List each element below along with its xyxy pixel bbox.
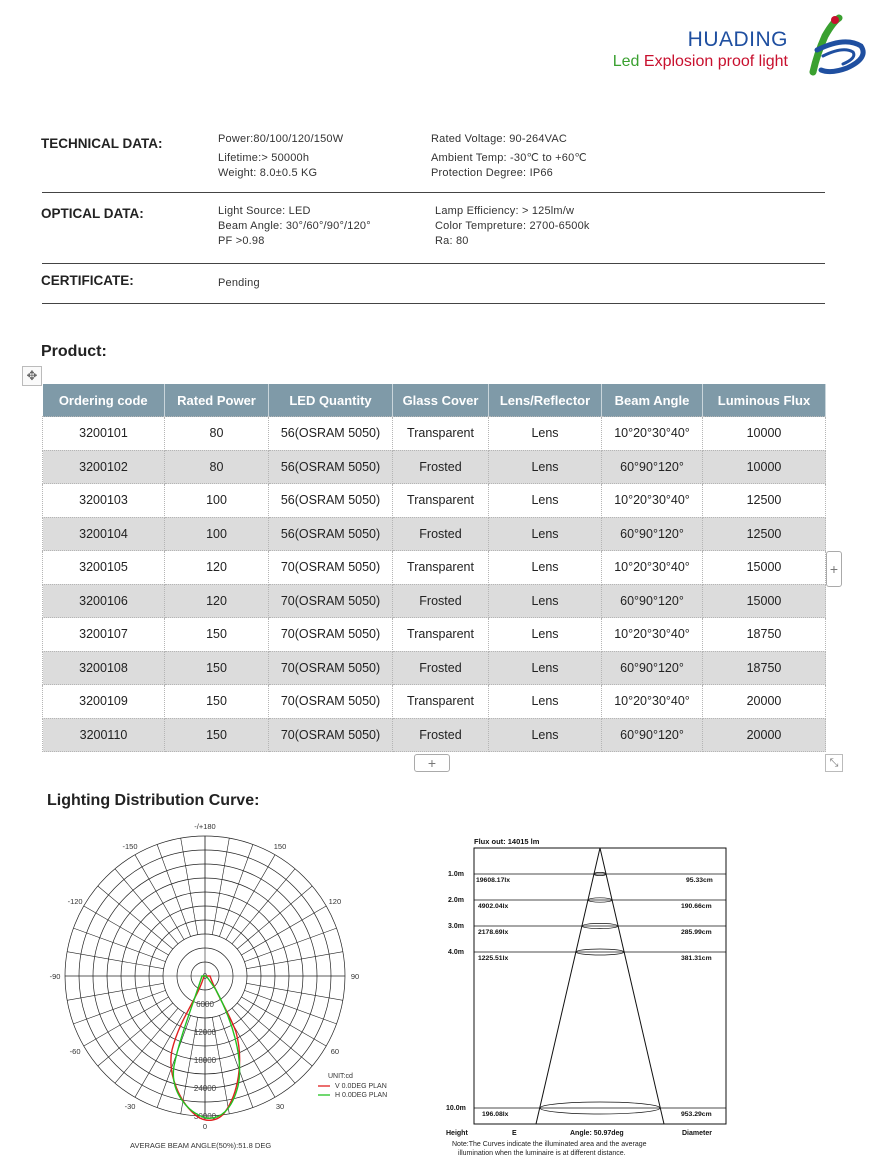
table-row bbox=[43, 450, 826, 484]
cell-led-quantity[interactable]: 70(OSRAM 5050) bbox=[269, 551, 393, 585]
cone-footer-diameter: Diameter bbox=[682, 1130, 712, 1137]
polar-spoke bbox=[237, 886, 312, 949]
lighting-heading: Lighting Distribution Curve: bbox=[47, 792, 260, 809]
cell-glass-cover[interactable]: Frosted bbox=[393, 584, 489, 618]
cell-lens-reflector[interactable]: Lens bbox=[489, 484, 602, 518]
diameter-label-2: 190.66cm bbox=[681, 903, 712, 910]
add-column-button[interactable]: + bbox=[826, 551, 842, 587]
cell-ordering-code[interactable]: 3200106 bbox=[43, 584, 165, 618]
table-row bbox=[43, 551, 826, 585]
cell-beam-angle[interactable]: 10°20°30°40° bbox=[602, 417, 703, 451]
polar-angle-label: 150 bbox=[273, 842, 287, 852]
cell-luminous-flux[interactable]: 12500 bbox=[703, 517, 826, 551]
product-heading: Product: bbox=[41, 343, 107, 360]
optical-beam-angle: Beam Angle: 30°/60°/90°/120° bbox=[218, 220, 371, 232]
col-header-led-quantity: LED Quantity bbox=[269, 384, 393, 417]
cell-rated-power[interactable]: 150 bbox=[165, 651, 269, 685]
cell-glass-cover[interactable]: Transparent bbox=[393, 484, 489, 518]
table-row bbox=[43, 584, 826, 618]
optical-title: OPTICAL DATA: bbox=[41, 206, 144, 221]
cell-luminous-flux[interactable]: 15000 bbox=[703, 551, 826, 585]
height-label-2: 2.0m bbox=[448, 897, 464, 904]
polar-spoke bbox=[157, 1016, 191, 1108]
cell-glass-cover[interactable]: Transparent bbox=[393, 551, 489, 585]
cell-ordering-code[interactable]: 3200110 bbox=[43, 718, 165, 752]
cone-footer-e: E bbox=[512, 1130, 517, 1137]
polar-footer: AVERAGE BEAM ANGLE(50%):51.8 DEG bbox=[130, 1141, 272, 1150]
diameter-label-3: 285.99cm bbox=[681, 929, 712, 936]
cone-flux: Flux out: 14015 lm bbox=[474, 837, 540, 846]
cell-rated-power[interactable]: 100 bbox=[165, 484, 269, 518]
cell-ordering-code[interactable]: 3200108 bbox=[43, 651, 165, 685]
table-move-handle[interactable]: ✥ bbox=[22, 366, 42, 386]
cell-beam-angle[interactable]: 10°20°30°40° bbox=[602, 618, 703, 652]
table-body bbox=[43, 417, 826, 752]
cone-note-line2: illumination when the luminaire is at different distance. bbox=[458, 1150, 626, 1157]
col-header-glass-cover: Glass Cover bbox=[393, 384, 489, 417]
cell-led-quantity[interactable]: 70(OSRAM 5050) bbox=[269, 584, 393, 618]
polar-spoke bbox=[115, 1008, 178, 1083]
legend-v-label: V 0.0DEG PLAN bbox=[335, 1083, 387, 1090]
polar-spoke bbox=[212, 838, 229, 935]
polar-spoke bbox=[237, 1003, 312, 1066]
cell-rated-power[interactable]: 150 bbox=[165, 718, 269, 752]
col-header-ordering-code: Ordering code bbox=[43, 384, 165, 417]
cell-beam-angle[interactable]: 10°20°30°40° bbox=[602, 551, 703, 585]
cell-beam-angle[interactable]: 60°90°120° bbox=[602, 718, 703, 752]
diameter-label-10: 953.29cm bbox=[681, 1111, 712, 1118]
cell-led-quantity[interactable]: 70(OSRAM 5050) bbox=[269, 685, 393, 719]
cell-led-quantity[interactable]: 70(OSRAM 5050) bbox=[269, 618, 393, 652]
cell-rated-power[interactable]: 120 bbox=[165, 584, 269, 618]
table-row bbox=[43, 685, 826, 719]
diameter-label-4: 381.31cm bbox=[681, 955, 712, 962]
diameter-label-1: 95.33cm bbox=[686, 877, 713, 884]
height-label-3: 3.0m bbox=[448, 923, 464, 930]
cell-glass-cover[interactable]: Frosted bbox=[393, 517, 489, 551]
cell-luminous-flux[interactable]: 20000 bbox=[703, 685, 826, 719]
cell-lens-reflector[interactable]: Lens bbox=[489, 685, 602, 719]
cell-beam-angle[interactable]: 60°90°120° bbox=[602, 450, 703, 484]
cone-frame bbox=[474, 848, 726, 1124]
cell-glass-cover[interactable]: Transparent bbox=[393, 417, 489, 451]
col-header-rated-power: Rated Power bbox=[165, 384, 269, 417]
polar-angle-label: 30 bbox=[275, 1101, 285, 1111]
polar-spoke bbox=[245, 928, 337, 962]
cell-glass-cover[interactable]: Frosted bbox=[393, 651, 489, 685]
brand bbox=[613, 28, 788, 71]
polar-angle-label: -30 bbox=[124, 1101, 136, 1111]
cell-lens-reflector[interactable]: Lens bbox=[489, 618, 602, 652]
divider bbox=[42, 263, 825, 264]
table-row bbox=[43, 718, 826, 752]
col-header-beam-angle: Beam Angle bbox=[602, 384, 703, 417]
polar-radial-label: 0 bbox=[202, 972, 208, 981]
table-resize-handle[interactable]: ⤡ bbox=[825, 754, 843, 772]
brand-sub-led: Led bbox=[612, 53, 640, 70]
polar-angle-label: 90 bbox=[350, 972, 360, 981]
cone-footer-height: Height bbox=[446, 1130, 468, 1137]
table-row bbox=[43, 618, 826, 652]
certificate-title: CERTIFICATE: bbox=[41, 273, 134, 288]
polar-radial-label: 30000 bbox=[193, 1112, 217, 1121]
polar-angle-label: -150 bbox=[122, 842, 138, 852]
polar-radial-label: 6000 bbox=[196, 1000, 214, 1009]
divider bbox=[42, 192, 825, 193]
cell-beam-angle[interactable]: 60°90°120° bbox=[602, 517, 703, 551]
cell-ordering-code[interactable]: 3200107 bbox=[43, 618, 165, 652]
cell-led-quantity[interactable]: 70(OSRAM 5050) bbox=[269, 718, 393, 752]
lux-label-10: 196.08lx bbox=[482, 1111, 509, 1118]
cell-lens-reflector[interactable]: Lens bbox=[489, 417, 602, 451]
cell-ordering-code[interactable]: 3200105 bbox=[43, 551, 165, 585]
cell-luminous-flux[interactable]: 12500 bbox=[703, 484, 826, 518]
optical-col2 bbox=[435, 204, 590, 249]
optical-col1 bbox=[218, 204, 371, 249]
polar-angle-label: -90 bbox=[49, 972, 61, 981]
technical-ambient: Ambient Temp: -30℃ to +60℃ bbox=[431, 152, 587, 164]
height-label-1: 1.0m bbox=[448, 871, 464, 878]
polar-spoke bbox=[181, 838, 198, 935]
polar-spoke bbox=[67, 983, 164, 1000]
height-label-10: 10.0m bbox=[446, 1105, 466, 1112]
table-header-row bbox=[43, 384, 826, 417]
optical-ra: Ra: 80 bbox=[435, 235, 469, 247]
product-table bbox=[42, 384, 826, 752]
optical-light-source: Light Source: LED bbox=[218, 205, 311, 217]
legend-h-label: H 0.0DEG PLAN bbox=[335, 1092, 388, 1099]
cell-glass-cover[interactable]: Frosted bbox=[393, 450, 489, 484]
cone-left-edge bbox=[536, 848, 600, 1124]
legend-unit: UNIT:cd bbox=[328, 1073, 353, 1080]
cell-glass-cover[interactable]: Transparent bbox=[393, 685, 489, 719]
polar-spoke bbox=[245, 990, 337, 1024]
cell-beam-angle[interactable]: 10°20°30°40° bbox=[602, 685, 703, 719]
cone-note-line1: Note:The Curves indicate the illuminated area and the average bbox=[452, 1141, 647, 1148]
cell-luminous-flux[interactable]: 10000 bbox=[703, 450, 826, 484]
col-header-lens-reflector: Lens/Reflector bbox=[489, 384, 602, 417]
cell-led-quantity[interactable]: 56(OSRAM 5050) bbox=[269, 450, 393, 484]
technical-col1 bbox=[218, 132, 343, 181]
cone-footer-angle: Angle: 50.97deg bbox=[570, 1130, 624, 1137]
cell-luminous-flux[interactable]: 18750 bbox=[703, 651, 826, 685]
cell-glass-cover[interactable]: Frosted bbox=[393, 718, 489, 752]
polar-spoke bbox=[98, 886, 173, 949]
polar-spoke bbox=[232, 869, 295, 944]
polar-angle-label: -120 bbox=[67, 897, 83, 906]
cell-ordering-code[interactable]: 3200109 bbox=[43, 685, 165, 719]
technical-col2 bbox=[431, 132, 587, 181]
illuminance-cone-chart bbox=[440, 830, 740, 1160]
polar-radial-label: 18000 bbox=[193, 1056, 217, 1065]
cell-rated-power[interactable]: 120 bbox=[165, 551, 269, 585]
polar-radial-label: 12000 bbox=[193, 1028, 217, 1037]
cell-luminous-flux[interactable]: 20000 bbox=[703, 718, 826, 752]
cell-rated-power[interactable]: 150 bbox=[165, 618, 269, 652]
cell-rated-power[interactable]: 150 bbox=[165, 685, 269, 719]
lux-label-1: 19608.17lx bbox=[476, 877, 511, 884]
cell-rated-power[interactable]: 80 bbox=[165, 450, 269, 484]
polar-spoke bbox=[157, 844, 191, 936]
polar-spoke bbox=[246, 983, 343, 1000]
polar-spoke bbox=[246, 952, 343, 969]
cell-rated-power[interactable]: 80 bbox=[165, 417, 269, 451]
technical-title: TECHNICAL DATA: bbox=[41, 136, 163, 151]
polar-distribution-chart bbox=[30, 822, 410, 1158]
col-header-luminous-flux: Luminous Flux bbox=[703, 384, 826, 417]
cell-ordering-code[interactable]: 3200102 bbox=[43, 450, 165, 484]
cone-right-edge bbox=[600, 848, 664, 1124]
cell-luminous-flux[interactable]: 10000 bbox=[703, 417, 826, 451]
curve-h-plane bbox=[173, 976, 239, 1118]
certificate-value: Pending bbox=[218, 277, 260, 289]
cell-lens-reflector[interactable]: Lens bbox=[489, 718, 602, 752]
cell-rated-power[interactable]: 100 bbox=[165, 517, 269, 551]
optical-pf: PF >0.98 bbox=[218, 235, 265, 247]
cell-luminous-flux[interactable]: 15000 bbox=[703, 584, 826, 618]
cell-ordering-code[interactable]: 3200103 bbox=[43, 484, 165, 518]
polar-angle-label: 0 bbox=[202, 1122, 208, 1131]
brand-sub-rest: Explosion proof light bbox=[643, 53, 788, 70]
add-row-button[interactable]: + bbox=[414, 754, 450, 772]
brand-subtitle bbox=[613, 53, 788, 71]
cell-lens-reflector[interactable]: Lens bbox=[489, 651, 602, 685]
cell-led-quantity[interactable]: 56(OSRAM 5050) bbox=[269, 484, 393, 518]
technical-weight: Weight: 8.0±0.5 KG bbox=[218, 167, 318, 179]
technical-voltage: Rated Voltage: 90-264VAC bbox=[431, 133, 568, 145]
cell-lens-reflector[interactable]: Lens bbox=[489, 584, 602, 618]
polar-spoke bbox=[67, 952, 164, 969]
cell-luminous-flux[interactable]: 18750 bbox=[703, 618, 826, 652]
divider bbox=[42, 303, 825, 304]
cell-led-quantity[interactable]: 56(OSRAM 5050) bbox=[269, 517, 393, 551]
cell-led-quantity[interactable]: 56(OSRAM 5050) bbox=[269, 417, 393, 451]
cell-beam-angle[interactable]: 10°20°30°40° bbox=[602, 484, 703, 518]
cell-beam-angle[interactable]: 60°90°120° bbox=[602, 584, 703, 618]
table-row bbox=[43, 484, 826, 518]
cell-lens-reflector[interactable]: Lens bbox=[489, 517, 602, 551]
technical-lifetime: Lifetime:> 50000h bbox=[218, 152, 310, 164]
polar-spoke bbox=[115, 869, 178, 944]
polar-spoke bbox=[98, 1003, 173, 1066]
lux-label-2: 4902.04lx bbox=[478, 903, 509, 910]
polar-spoke bbox=[219, 844, 253, 936]
cell-led-quantity[interactable]: 70(OSRAM 5050) bbox=[269, 651, 393, 685]
cell-lens-reflector[interactable]: Lens bbox=[489, 450, 602, 484]
lux-label-3: 2178.69lx bbox=[478, 929, 509, 936]
cell-beam-angle[interactable]: 60°90°120° bbox=[602, 651, 703, 685]
lux-label-4: 1225.51lx bbox=[478, 955, 509, 962]
optical-efficiency: Lamp Efficiency: > 125lm/w bbox=[435, 205, 575, 217]
cell-lens-reflector[interactable]: Lens bbox=[489, 551, 602, 585]
cell-ordering-code[interactable]: 3200101 bbox=[43, 417, 165, 451]
polar-angle-label: -/+180 bbox=[194, 822, 216, 831]
technical-power: Power:80/100/120/150W bbox=[218, 133, 344, 145]
table-row bbox=[43, 517, 826, 551]
brand-name: HUADING bbox=[687, 28, 788, 51]
polar-spoke bbox=[73, 990, 165, 1024]
huading-logo bbox=[795, 14, 869, 76]
table-row bbox=[43, 651, 826, 685]
table-row bbox=[43, 417, 826, 451]
polar-angle-label: 60 bbox=[330, 1047, 340, 1056]
polar-spoke bbox=[73, 928, 165, 962]
cell-ordering-code[interactable]: 3200104 bbox=[43, 517, 165, 551]
polar-angle-label: -60 bbox=[69, 1047, 81, 1056]
polar-spoke bbox=[232, 1008, 295, 1083]
polar-angle-label: 120 bbox=[328, 897, 342, 906]
polar-radial-label: 24000 bbox=[193, 1084, 217, 1093]
cell-glass-cover[interactable]: Transparent bbox=[393, 618, 489, 652]
height-label-4: 4.0m bbox=[448, 949, 464, 956]
technical-protection: Protection Degree: IP66 bbox=[431, 167, 554, 179]
optical-color-temp: Color Tempreture: 2700-6500k bbox=[435, 220, 590, 232]
